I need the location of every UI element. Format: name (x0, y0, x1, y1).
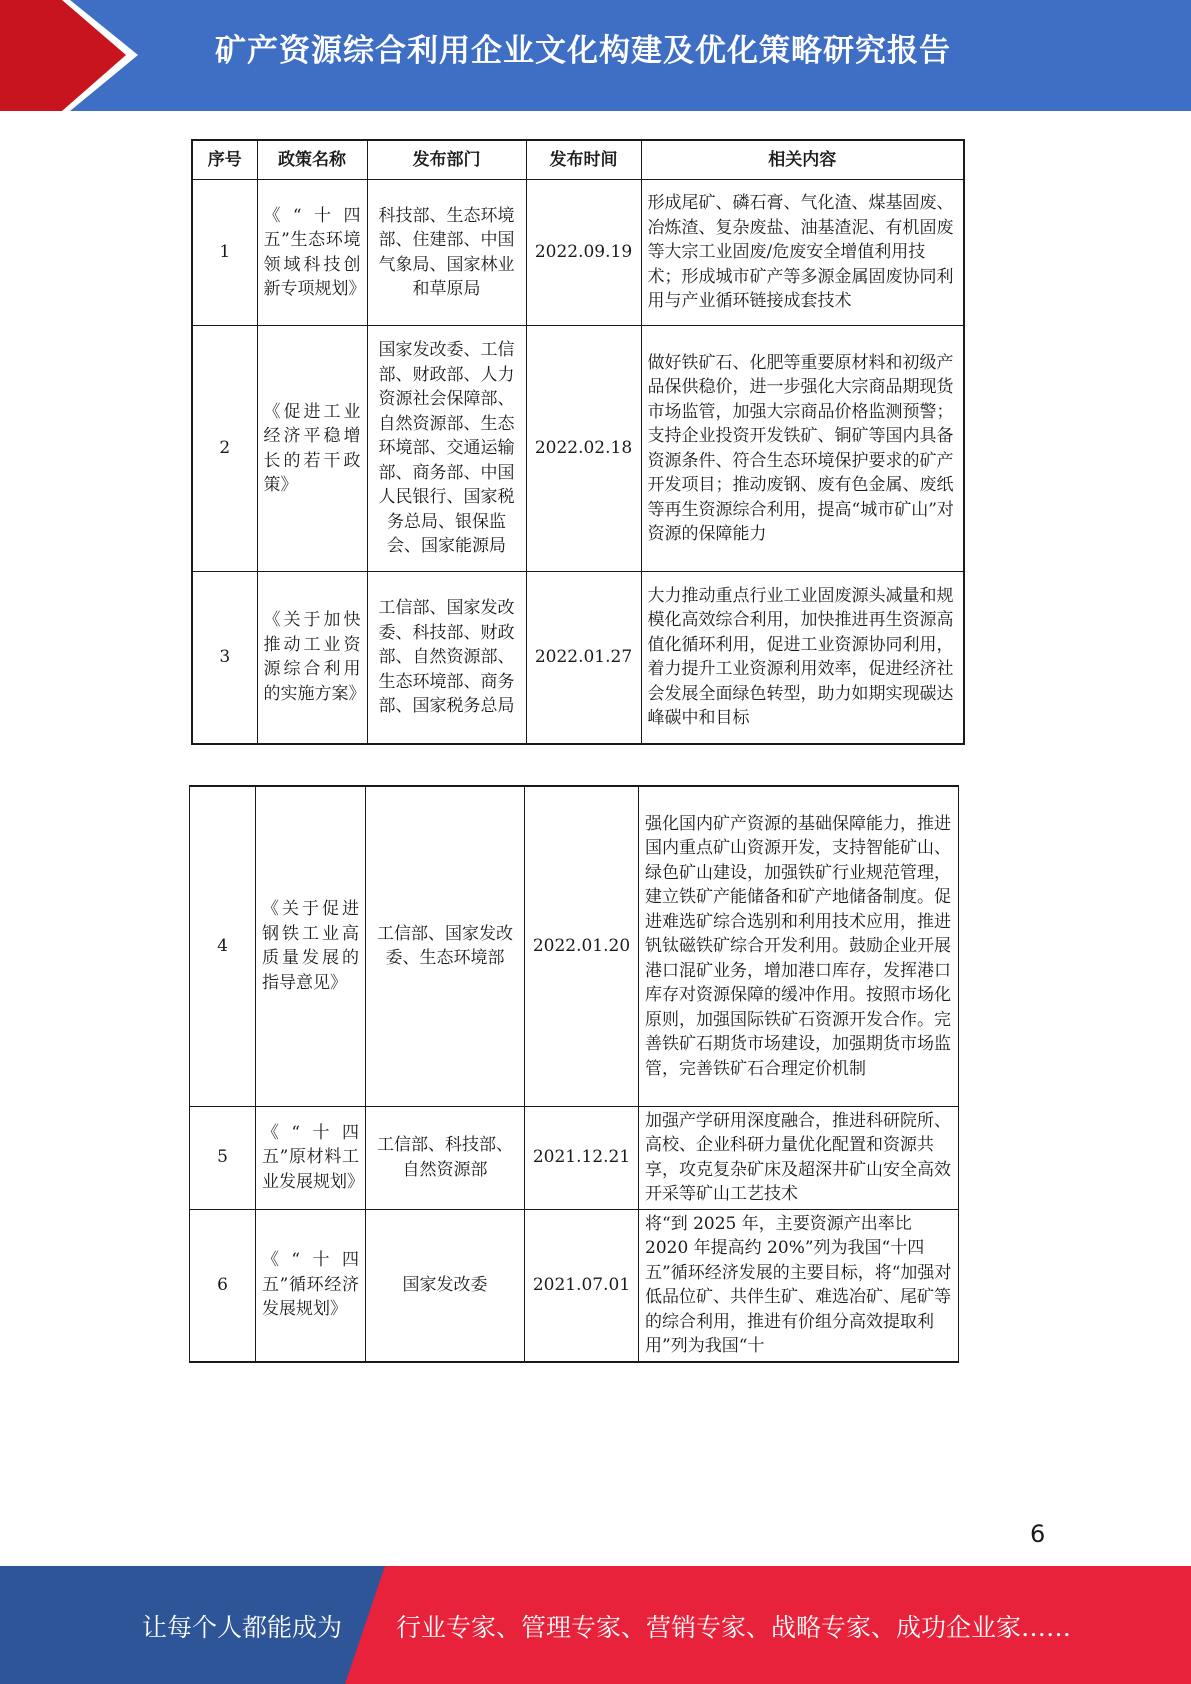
row-content: 将“到 2025 年，主要资源产出率比 2020 年提高约 20%”列为我国“十四五”循环经济发展的主要目标，将“加强对低品位矿、共伴生矿、难选冶矿、尾矿等的综合利用，推进有价组分高效提取利用”列为我国“十 (639, 1209, 959, 1362)
policy-table-part-1 (191, 139, 965, 745)
row-date: 2022.01.20 (525, 786, 639, 1106)
header-num: 序号 (192, 140, 257, 180)
row-department: 工信部、国家发改委、生态环境部 (366, 786, 525, 1106)
row-policy-name: 《促进工业经济平稳增长的若干政策》 (257, 326, 367, 572)
row-date: 2021.12.21 (525, 1106, 639, 1209)
row-num: 2 (192, 326, 257, 572)
row-content: 强化国内矿产资源的基础保障能力，推进国内重点矿山资源开发，支持智能矿山、绿色矿山建设，加强铁矿行业规范管理，建立铁矿产能储备和矿产地储备制度。促进难选矿综合选别和利用技术应用，推进钒钛磁铁矿综合开发利用。鼓励企业开展港口混矿业务，增加港口库存，发挥港口库存对资源保障的缓冲作用。按照市场化原则，加强国际铁矿石资源开发合作。完善铁矿石期货市场建设，加强期货市场监管，完善铁矿石合理定价机制 (639, 786, 959, 1106)
row-policy-name: 《“十四五”生态环境领域科技创新专项规划》 (257, 180, 367, 326)
header-content: 相关内容 (641, 140, 964, 180)
row-content: 大力推动重点行业工业固废源头减量和规模化高效综合利用，加快推进再生资源高值化循环利用，促进工业资源协同利用，着力提升工业资源利用效率，促进经济社会发展全面绿色转型，助力如期实现碳达峰碳中和目标 (641, 572, 964, 744)
row-policy-name: 《“十四五”原材料工业发展规划》 (256, 1106, 366, 1209)
row-num: 3 (192, 572, 257, 744)
row-department: 工信部、科技部、自然资源部 (366, 1106, 525, 1209)
row-policy-name: 《“十四五”循环经济发展规划》 (256, 1209, 366, 1362)
table-row (190, 1209, 959, 1362)
row-date: 2022.09.19 (526, 180, 641, 326)
row-department: 国家发改委 (366, 1209, 525, 1362)
row-num: 6 (190, 1209, 256, 1362)
table-row (190, 1106, 959, 1209)
row-num: 5 (190, 1106, 256, 1209)
page-number: 6 (1030, 1520, 1046, 1548)
footer-slogan-left: 让每个人都能成为 (142, 1613, 343, 1642)
row-date: 2022.01.27 (526, 572, 641, 744)
header-arrow-decoration (0, 0, 150, 111)
header-name: 政策名称 (257, 140, 367, 180)
table-row (192, 180, 964, 326)
page-footer (0, 1566, 1191, 1684)
row-policy-name: 《关于促进钢铁工业高质量发展的指导意见》 (256, 786, 366, 1106)
row-num: 1 (192, 180, 257, 326)
document-title: 矿产资源综合利用企业文化构建及优化策略研究报告 (215, 33, 951, 69)
row-num: 4 (190, 786, 256, 1106)
footer-slogan-right: 行业专家、管理专家、营销专家、战略专家、成功企业家…… (396, 1613, 1072, 1642)
table-row (190, 786, 959, 1106)
header-dept: 发布部门 (367, 140, 526, 180)
row-content: 做好铁矿石、化肥等重要原材料和初级产品保供稳价，进一步强化大宗商品期现货市场监管，加强大宗商品价格监测预警；支持企业投资开发铁矿、铜矿等国内具备资源条件、符合生态环境保护要求的矿产开发项目；推动废钢、废有色金属、废纸等再生资源综合利用，提高“城市矿山”对资源的保障能力 (641, 326, 964, 572)
row-date: 2021.07.01 (525, 1209, 639, 1362)
table-header-row (192, 140, 964, 180)
page-header (0, 0, 1191, 111)
row-content: 形成尾矿、磷石膏、气化渣、煤基固废、冶炼渣、复杂废盐、油基渣泥、有机固废等大宗工业固废/危废安全增值利用技术；形成城市矿产等多源金属固废协同利用与产业循环链接成套技术 (641, 180, 964, 326)
row-date: 2022.02.18 (526, 326, 641, 572)
row-department: 工信部、国家发改委、科技部、财政部、自然资源部、生态环境部、商务部、国家税务总局 (367, 572, 526, 744)
header-date: 发布时间 (526, 140, 641, 180)
row-department: 科技部、生态环境部、住建部、中国气象局、国家林业和草原局 (367, 180, 526, 326)
row-policy-name: 《关于加快推动工业资源综合利用的实施方案》 (257, 572, 367, 744)
table-row (192, 326, 964, 572)
policy-table-part-2 (189, 785, 959, 1363)
table-row (192, 572, 964, 744)
row-content: 加强产学研用深度融合，推进科研院所、高校、企业科研力量优化配置和资源共享，攻克复杂矿床及超深井矿山安全高效开采等矿山工艺技术 (639, 1106, 959, 1209)
row-department: 国家发改委、工信部、财政部、人力资源社会保障部、自然资源部、生态环境部、交通运输部、商务部、中国人民银行、国家税务总局、银保监会、国家能源局 (367, 326, 526, 572)
